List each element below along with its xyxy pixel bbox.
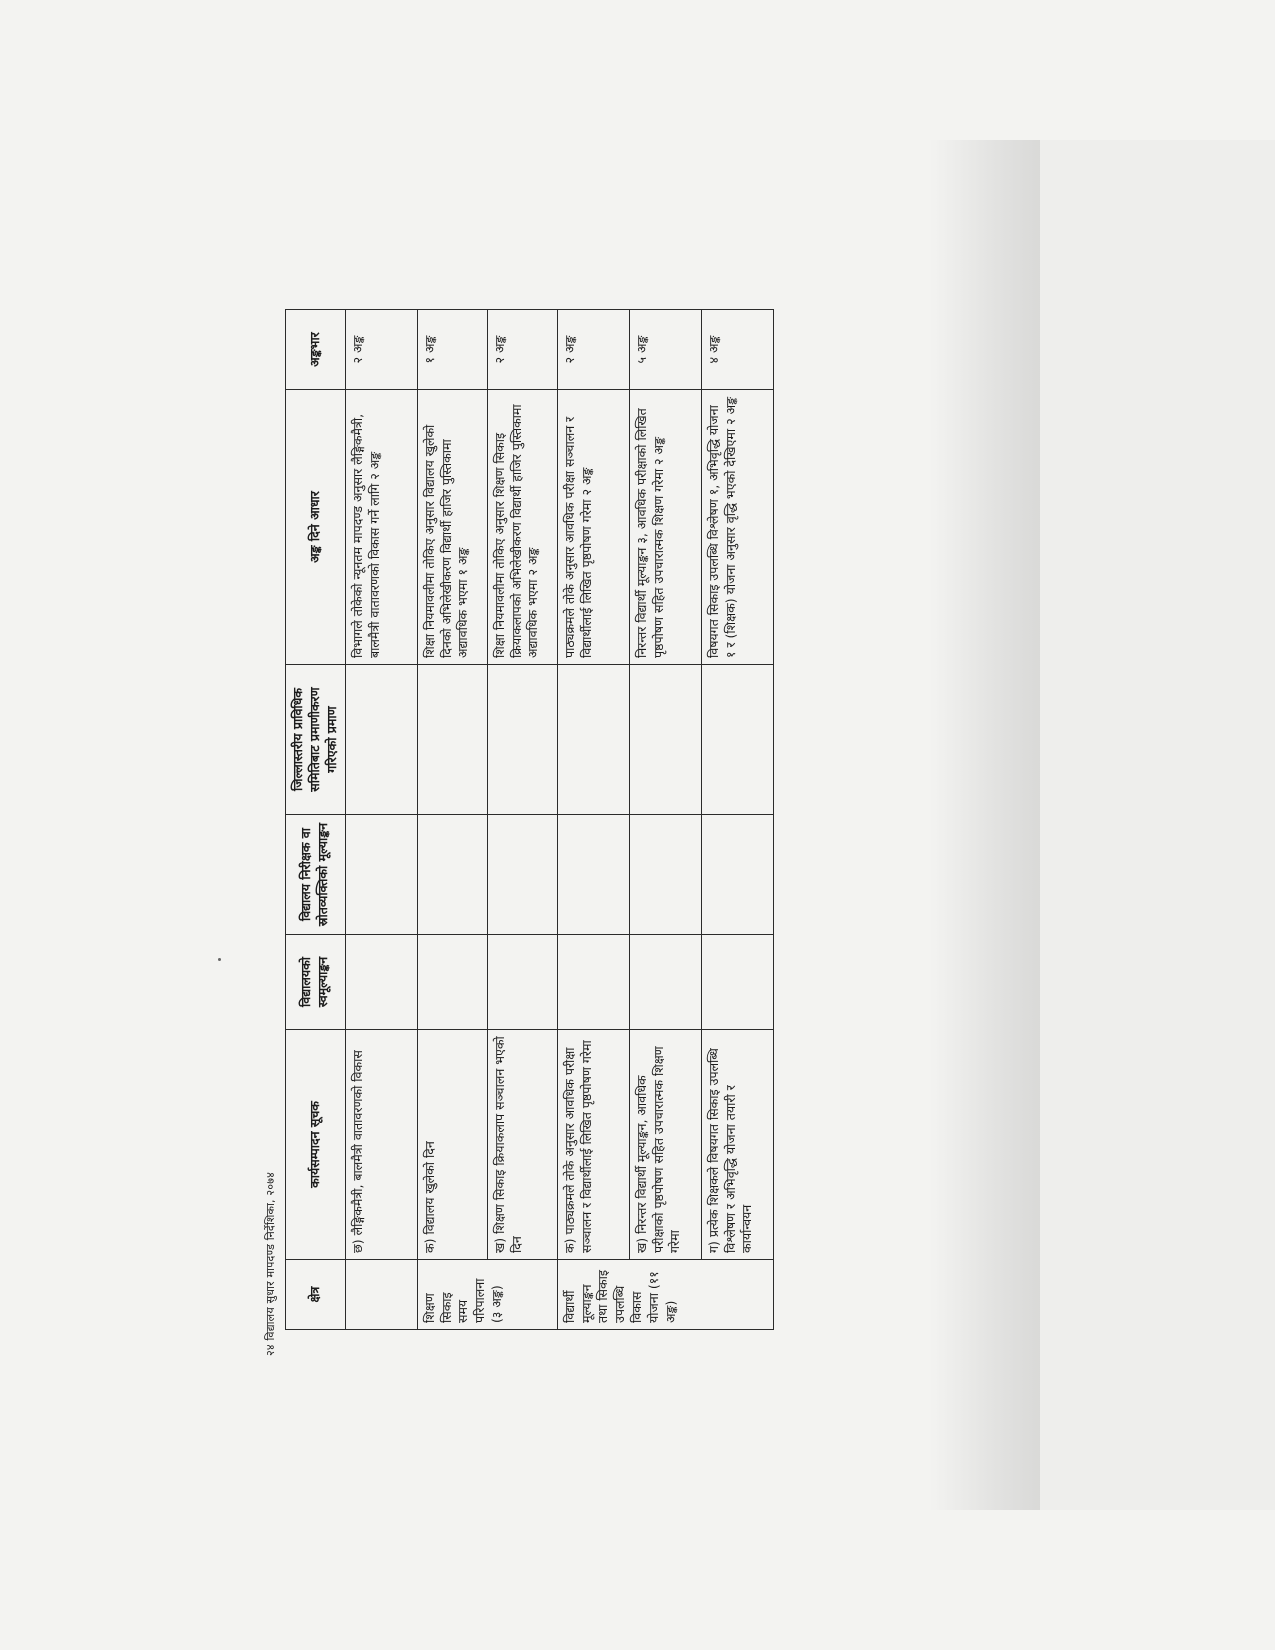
inspector-eval-cell	[345, 815, 417, 935]
indicator-cell: ख) शिक्षण सिकाइ क्रियाकलाप सञ्चालन भएको दिन	[487, 1030, 557, 1260]
table-header-row	[286, 310, 346, 1330]
indicator-cell: क) विद्यालय खुलेको दिन	[417, 1030, 487, 1260]
self-eval-cell	[487, 935, 557, 1030]
self-eval-cell	[701, 935, 773, 1030]
scan-speck	[218, 958, 221, 961]
basis-cell: निरन्तर विद्यार्थी मूल्याङ्कन ३, आवधिक परीक्षाको लिखित पृष्ठपोषण सहित उपचारात्मक शिक्षण गरेमा २ अङ्क	[629, 390, 701, 665]
indicator-cell: छ) लैङ्गिकमैत्री, बालमैत्री वातावरणको विकास	[345, 1030, 417, 1260]
area-cell	[345, 1260, 417, 1330]
table-row	[557, 310, 629, 1330]
self-eval-cell	[629, 935, 701, 1030]
indicator-cell: ख) निरन्तर विद्यार्थी मूल्याङ्कन, आवधिक परीक्षाको पृष्ठपोषण सहित उपचारात्मक शिक्षण गरेमा	[629, 1030, 701, 1260]
table-row	[345, 310, 417, 1330]
score-cell: १ अङ्क	[417, 310, 487, 390]
basis-cell: पाठ्यक्रमले तोके अनुसार आवधिक परीक्षा सञ्चालन र विद्यार्थीलाई लिखित पृष्ठपोषण गरेमा २ अङ्क	[557, 390, 629, 665]
self-eval-cell	[417, 935, 487, 1030]
basis-cell: शिक्षा नियमावलीमा तोकिए अनुसार विद्यालय खुलेको दिनको अभिलेखीकरण विद्यार्थी हाजिर पुस्तिकामा अद्यावधिक भएमा १ अङ्क	[417, 390, 487, 665]
committee-cell	[701, 665, 773, 815]
indicator-cell: ग) प्रत्येक शिक्षकले विषयगत सिकाइ उपलब्धि विश्लेषण र अभिवृद्धि योजना तयारी र कार्यान्वयन	[701, 1030, 773, 1260]
score-cell: २ अङ्क	[345, 310, 417, 390]
header-score: अङ्कभार	[286, 310, 346, 390]
self-eval-cell	[345, 935, 417, 1030]
table-row	[701, 310, 773, 1330]
scan-shadow	[930, 140, 1040, 1510]
score-cell: २ अङ्क	[557, 310, 629, 390]
table-row	[629, 310, 701, 1330]
basis-cell: विभागले तोकेको न्यूनतम मापदण्ड अनुसार लैङ्गिकमैत्री, बालमैत्री वातावरणको विकास गर्ने लागि २ अङ्क	[345, 390, 417, 665]
inspector-eval-cell	[701, 815, 773, 935]
header-scoring-basis: अङ्क दिने आधार	[286, 390, 346, 665]
inspector-eval-cell	[557, 815, 629, 935]
area-cell: शिक्षण सिकाइ समय परिपालना (३ अङ्क)	[417, 1260, 557, 1330]
committee-cell	[487, 665, 557, 815]
committee-cell	[417, 665, 487, 815]
header-self-evaluation: विद्यालयको स्वमूल्याङ्कन	[286, 935, 346, 1030]
inspector-eval-cell	[487, 815, 557, 935]
committee-cell	[629, 665, 701, 815]
inspector-eval-cell	[417, 815, 487, 935]
table-row	[417, 310, 487, 1330]
scan-margin	[1040, 140, 1275, 1510]
indicator-cell: क) पाठ्यक्रमले तोके अनुसार आवधिक परीक्षा सञ्चालन र विद्यार्थीलाई लिखित पृष्ठपोषण गरेमा	[557, 1030, 629, 1260]
committee-cell	[557, 665, 629, 815]
area-cell: विद्यार्थी मूल्याङ्कन तथा सिकाइ उपलब्धि विकास योजना (११ अङ्क)	[557, 1260, 773, 1330]
header-committee-verification: जिल्लास्तरीय प्राविधिक समितिबाट प्रमाणीकरण गरिएको प्रमाण	[286, 665, 346, 815]
inspector-eval-cell	[629, 815, 701, 935]
header-indicator: कार्यसम्पादन सूचक	[286, 1030, 346, 1260]
basis-cell: शिक्षा नियमावलीमा तोकिए अनुसार शिक्षण सिकाइ क्रियाकलापको अभिलेखीकरण विद्यार्थी हाजिर पुस्तिकामा अद्यावधिक भएमा २ अङ्क	[487, 390, 557, 665]
header-area: क्षेत्र	[286, 1260, 346, 1330]
self-eval-cell	[557, 935, 629, 1030]
header-inspector-evaluation: विद्यालय निरीक्षक वा स्रोतव्यक्तिको मूल्याङ्कन	[286, 815, 346, 935]
evaluation-table	[285, 309, 774, 1330]
score-cell: २ अङ्क	[487, 310, 557, 390]
page-content	[255, 280, 875, 1360]
committee-cell	[345, 665, 417, 815]
page-footer: २४ विद्यालय सुधार मापदण्ड निर्देशिका, २०७४	[263, 1171, 277, 1356]
basis-cell: विषयगत सिकाइ उपलब्धि विश्लेषण १, अभिवृद्धि योजना १ र (शिक्षक) योजना अनुसार वृद्धि भएको देखिएमा २ अङ्क	[701, 390, 773, 665]
score-cell: ४ अङ्क	[701, 310, 773, 390]
table-row	[487, 310, 557, 1330]
score-cell: ५ अङ्क	[629, 310, 701, 390]
rotated-page	[255, 280, 875, 1360]
